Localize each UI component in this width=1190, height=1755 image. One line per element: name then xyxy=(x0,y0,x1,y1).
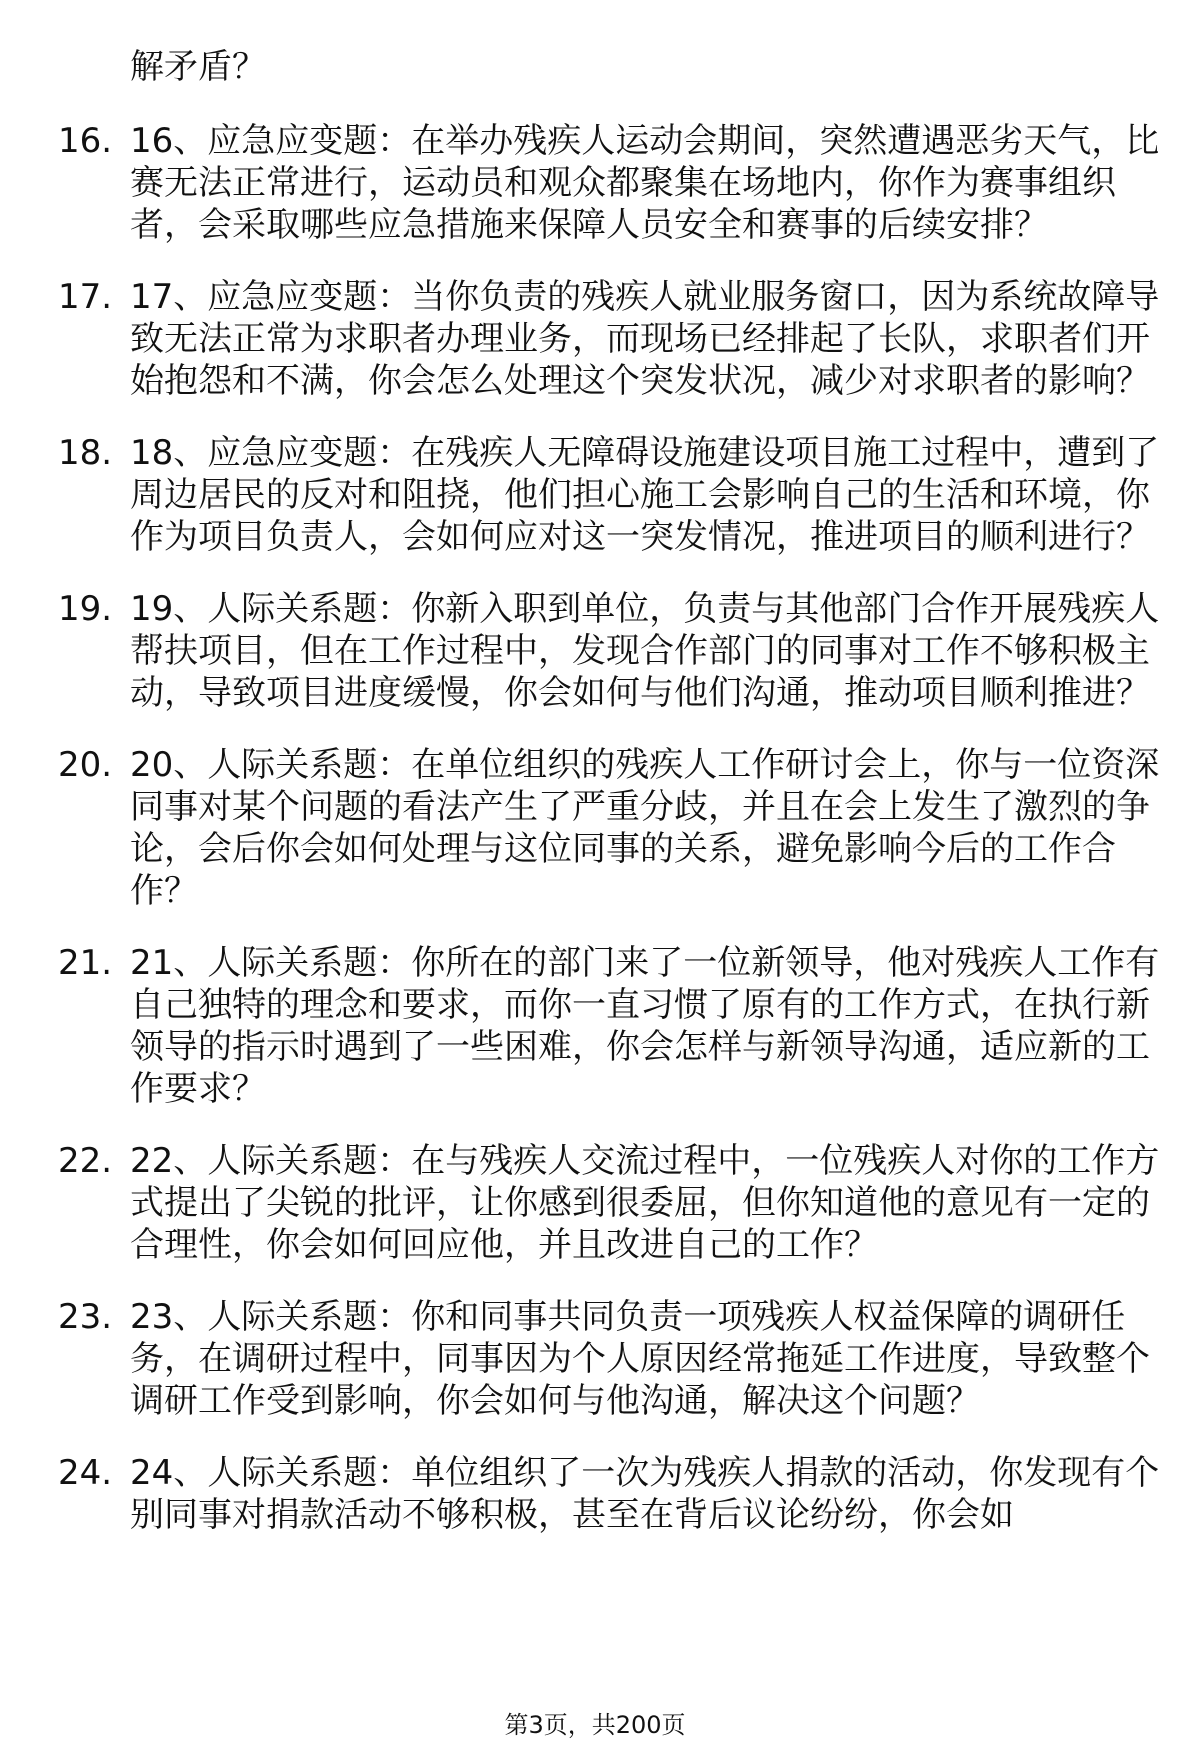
question-number: 22. xyxy=(58,1141,113,1181)
question-item xyxy=(58,432,1160,558)
question-item xyxy=(58,1140,1160,1266)
question-text: 19、人际关系题：你新入职到单位，负责与其他部门合作开展残疾人帮扶项目，但在工作过程中，发现合作部门的同事对工作不够积极主动，导致项目进度缓慢，你会如何与他们沟通，推动项目顺利推进？ xyxy=(130,589,1160,713)
question-item xyxy=(58,588,1160,714)
question-number: 24. xyxy=(58,1453,113,1493)
question-text: 23、人际关系题：你和同事共同负责一项残疾人权益保障的调研任务，在调研过程中，同事因为个人原因经常拖延工作进度，导致整个调研工作受到影响，你会如何与他沟通，解决这个问题？ xyxy=(130,1297,1150,1421)
question-text: 20、人际关系题：在单位组织的残疾人工作研讨会上，你与一位资深同事对某个问题的看法产生了严重分歧，并且在会上发生了激烈的争论，会后你会如何处理与这位同事的关系，避免影响今后的工作合作？ xyxy=(130,745,1160,911)
question-number: 20. xyxy=(58,745,113,785)
question-text: 17、应急应变题：当你负责的残疾人就业服务窗口，因为系统故障导致无法正常为求职者办理业务，而现场已经排起了长队，求职者们开始抱怨和不满，你会怎么处理这个突发状况，减少对求职者的影响？ xyxy=(130,277,1160,401)
question-number: 18. xyxy=(58,433,113,473)
page-footer: 第3页，共200页 xyxy=(504,1711,686,1739)
question-text: 18、应急应变题：在残疾人无障碍设施建设项目施工过程中，遭到了周边居民的反对和阻挠，他们担心施工会影响自己的生活和环境，你作为项目负责人，会如何应对这一突发情况，推进项目的顺利进行？ xyxy=(130,433,1160,557)
question-item xyxy=(58,744,1160,912)
question-number: 19. xyxy=(58,589,113,629)
question-number: 16. xyxy=(58,121,113,161)
question-number: 21. xyxy=(58,943,113,983)
question-number: 23. xyxy=(58,1297,113,1337)
question-text: 21、人际关系题：你所在的部门来了一位新领导，他对残疾人工作有自己独特的理念和要求，而你一直习惯了原有的工作方式，在执行新领导的指示时遇到了一些困难，你会怎样与新领导沟通，适应新的工作要求？ xyxy=(130,943,1160,1109)
question-text: 16、应急应变题：在举办残疾人运动会期间，突然遭遇恶劣天气，比赛无法正常进行，运动员和观众都聚集在场地内，你作为赛事组织者，会采取哪些应急措施来保障人员安全和赛事的后续安排？ xyxy=(130,121,1160,245)
question-list xyxy=(58,120,1160,1566)
question-item xyxy=(58,942,1160,1110)
question-text: 24、人际关系题：单位组织了一次为残疾人捐款的活动，你发现有个别同事对捐款活动不够积极，甚至在背后议论纷纷，你会如 xyxy=(130,1453,1160,1535)
continuation-text: 解矛盾？ xyxy=(130,47,266,87)
question-text: 22、人际关系题：在与残疾人交流过程中，一位残疾人对你的工作方式提出了尖锐的批评，让你感到很委屈，但你知道他的意见有一定的合理性，你会如何回应他，并且改进自己的工作？ xyxy=(130,1141,1160,1265)
question-item xyxy=(58,1452,1160,1536)
question-item xyxy=(58,276,1160,402)
question-number: 17. xyxy=(58,277,113,317)
question-item xyxy=(58,120,1160,246)
question-item xyxy=(58,1296,1160,1422)
